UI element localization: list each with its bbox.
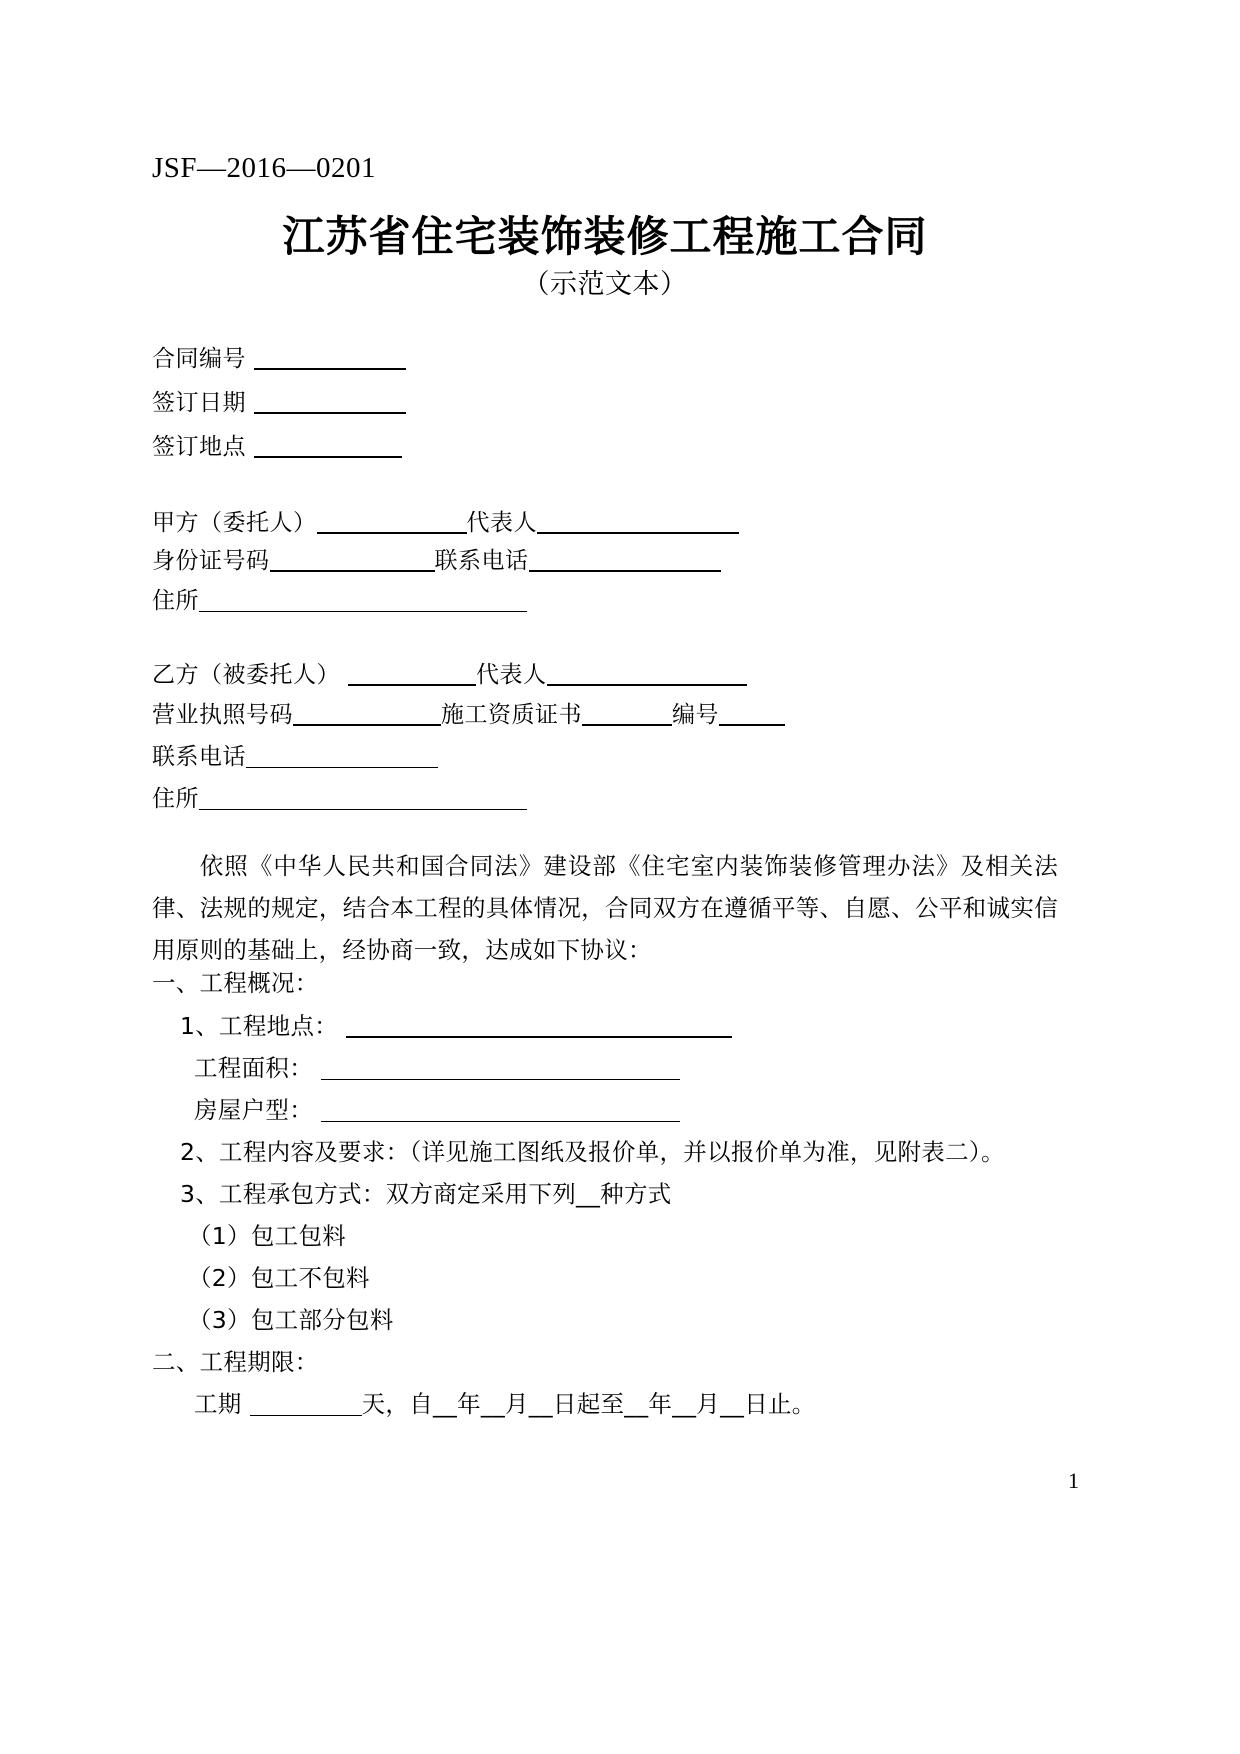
section-1-item-3: 3、工程承包方式：双方商定采用下列__种方式 [180,1180,672,1208]
party-b-address-label: 住所 [152,786,199,812]
party-b-qualification-no-blank[interactable] [719,704,785,726]
duration-blank[interactable] [250,1395,362,1416]
section-1-item-2: 2、工程内容及要求：（详见施工图纸及报价单，并以报价单为准，见附表二）。 [180,1138,1005,1166]
party-a-name-row [152,508,739,538]
house-type-label: 房屋户型： [194,1096,313,1124]
contract-mode-option-3: （3）包工部分包料 [188,1306,394,1334]
preamble-text: 依照《中华人民共和国合同法》建设部《住宅室内装饰装修管理办法》及相关法律、法规的规定，结合本工程的具体情况，合同双方在遵循平等、自愿、公平和诚实信用原则的基础上，经协商一致，达成如下协议： [152,852,1058,964]
party-b-license-label: 营业执照号码 [152,702,293,728]
party-a-label: 甲方（委托人） [152,510,317,536]
house-type-blank[interactable] [321,1101,680,1122]
section-1-item-1 [180,1011,732,1041]
field-label: 签订地点 [152,434,246,460]
party-b-label: 乙方（被委托人） [152,662,340,688]
page-title: 江苏省住宅装饰装修工程施工合同 [282,212,928,261]
party-b-phone-blank[interactable] [246,747,438,768]
field-label: 合同编号 [152,346,246,372]
party-a-rep-blank[interactable] [537,512,739,534]
party-b-qualification-no-label: 编号 [672,702,719,728]
section-2-heading: 二、工程期限： [152,1348,319,1376]
page-number: 1 [1068,1468,1079,1493]
project-area-label: 工程面积： [194,1054,313,1082]
section-1-item-1c [194,1095,680,1125]
party-a-phone-blank[interactable] [529,550,721,572]
party-b-rep-label: 代表人 [476,662,547,688]
sign-date-blank[interactable] [254,392,406,414]
party-b-license-blank[interactable] [293,704,441,726]
field-label: 签订日期 [152,390,246,416]
project-area-blank[interactable] [321,1059,680,1080]
preamble-paragraph [152,845,1058,971]
project-location-blank[interactable] [346,1016,732,1038]
party-b-rep-blank[interactable] [547,664,747,686]
party-a-address-blank[interactable] [199,591,527,612]
party-b-name-row [152,660,747,690]
party-a-id-blank[interactable] [270,550,435,572]
contract-mode-option-1: （1）包工包料 [188,1222,347,1250]
party-a-address-label: 住所 [152,588,199,614]
duration-label: 工期 [194,1390,242,1418]
party-b-license-row [152,700,785,730]
party-b-address-row [152,784,527,814]
field-sign-date [152,388,406,418]
party-b-phone-label: 联系电话 [152,744,246,770]
field-contract-number [152,344,406,374]
party-a-id-label: 身份证号码 [152,548,270,574]
sign-place-blank[interactable] [254,436,402,458]
contract-mode-option-2: （2）包工不包料 [188,1264,370,1292]
party-b-qualification-blank[interactable] [582,704,672,726]
party-a-name-blank[interactable] [317,512,467,534]
project-location-label: 1、工程地点： [180,1012,339,1040]
party-b-name-blank[interactable] [348,664,476,686]
duration-suffix: 天，自__年__月__日起至__年__月__日止。 [361,1390,816,1418]
party-a-id-row [152,546,721,576]
section-1-item-1b [194,1053,680,1083]
document-code: JSF—2016—0201 [152,152,377,184]
party-a-rep-label: 代表人 [466,510,537,536]
party-a-phone-label: 联系电话 [434,548,529,574]
section-2-duration-row [194,1389,816,1419]
field-sign-place [152,432,402,462]
party-a-address-row [152,586,527,616]
page-subtitle: （示范文本） [522,269,688,300]
party-b-phone-row [152,742,438,772]
party-b-address-blank[interactable] [199,789,527,810]
section-1-heading: 一、工程概况： [152,969,319,997]
contract-number-blank[interactable] [254,348,406,370]
party-b-qualification-label: 施工资质证书 [441,702,582,728]
